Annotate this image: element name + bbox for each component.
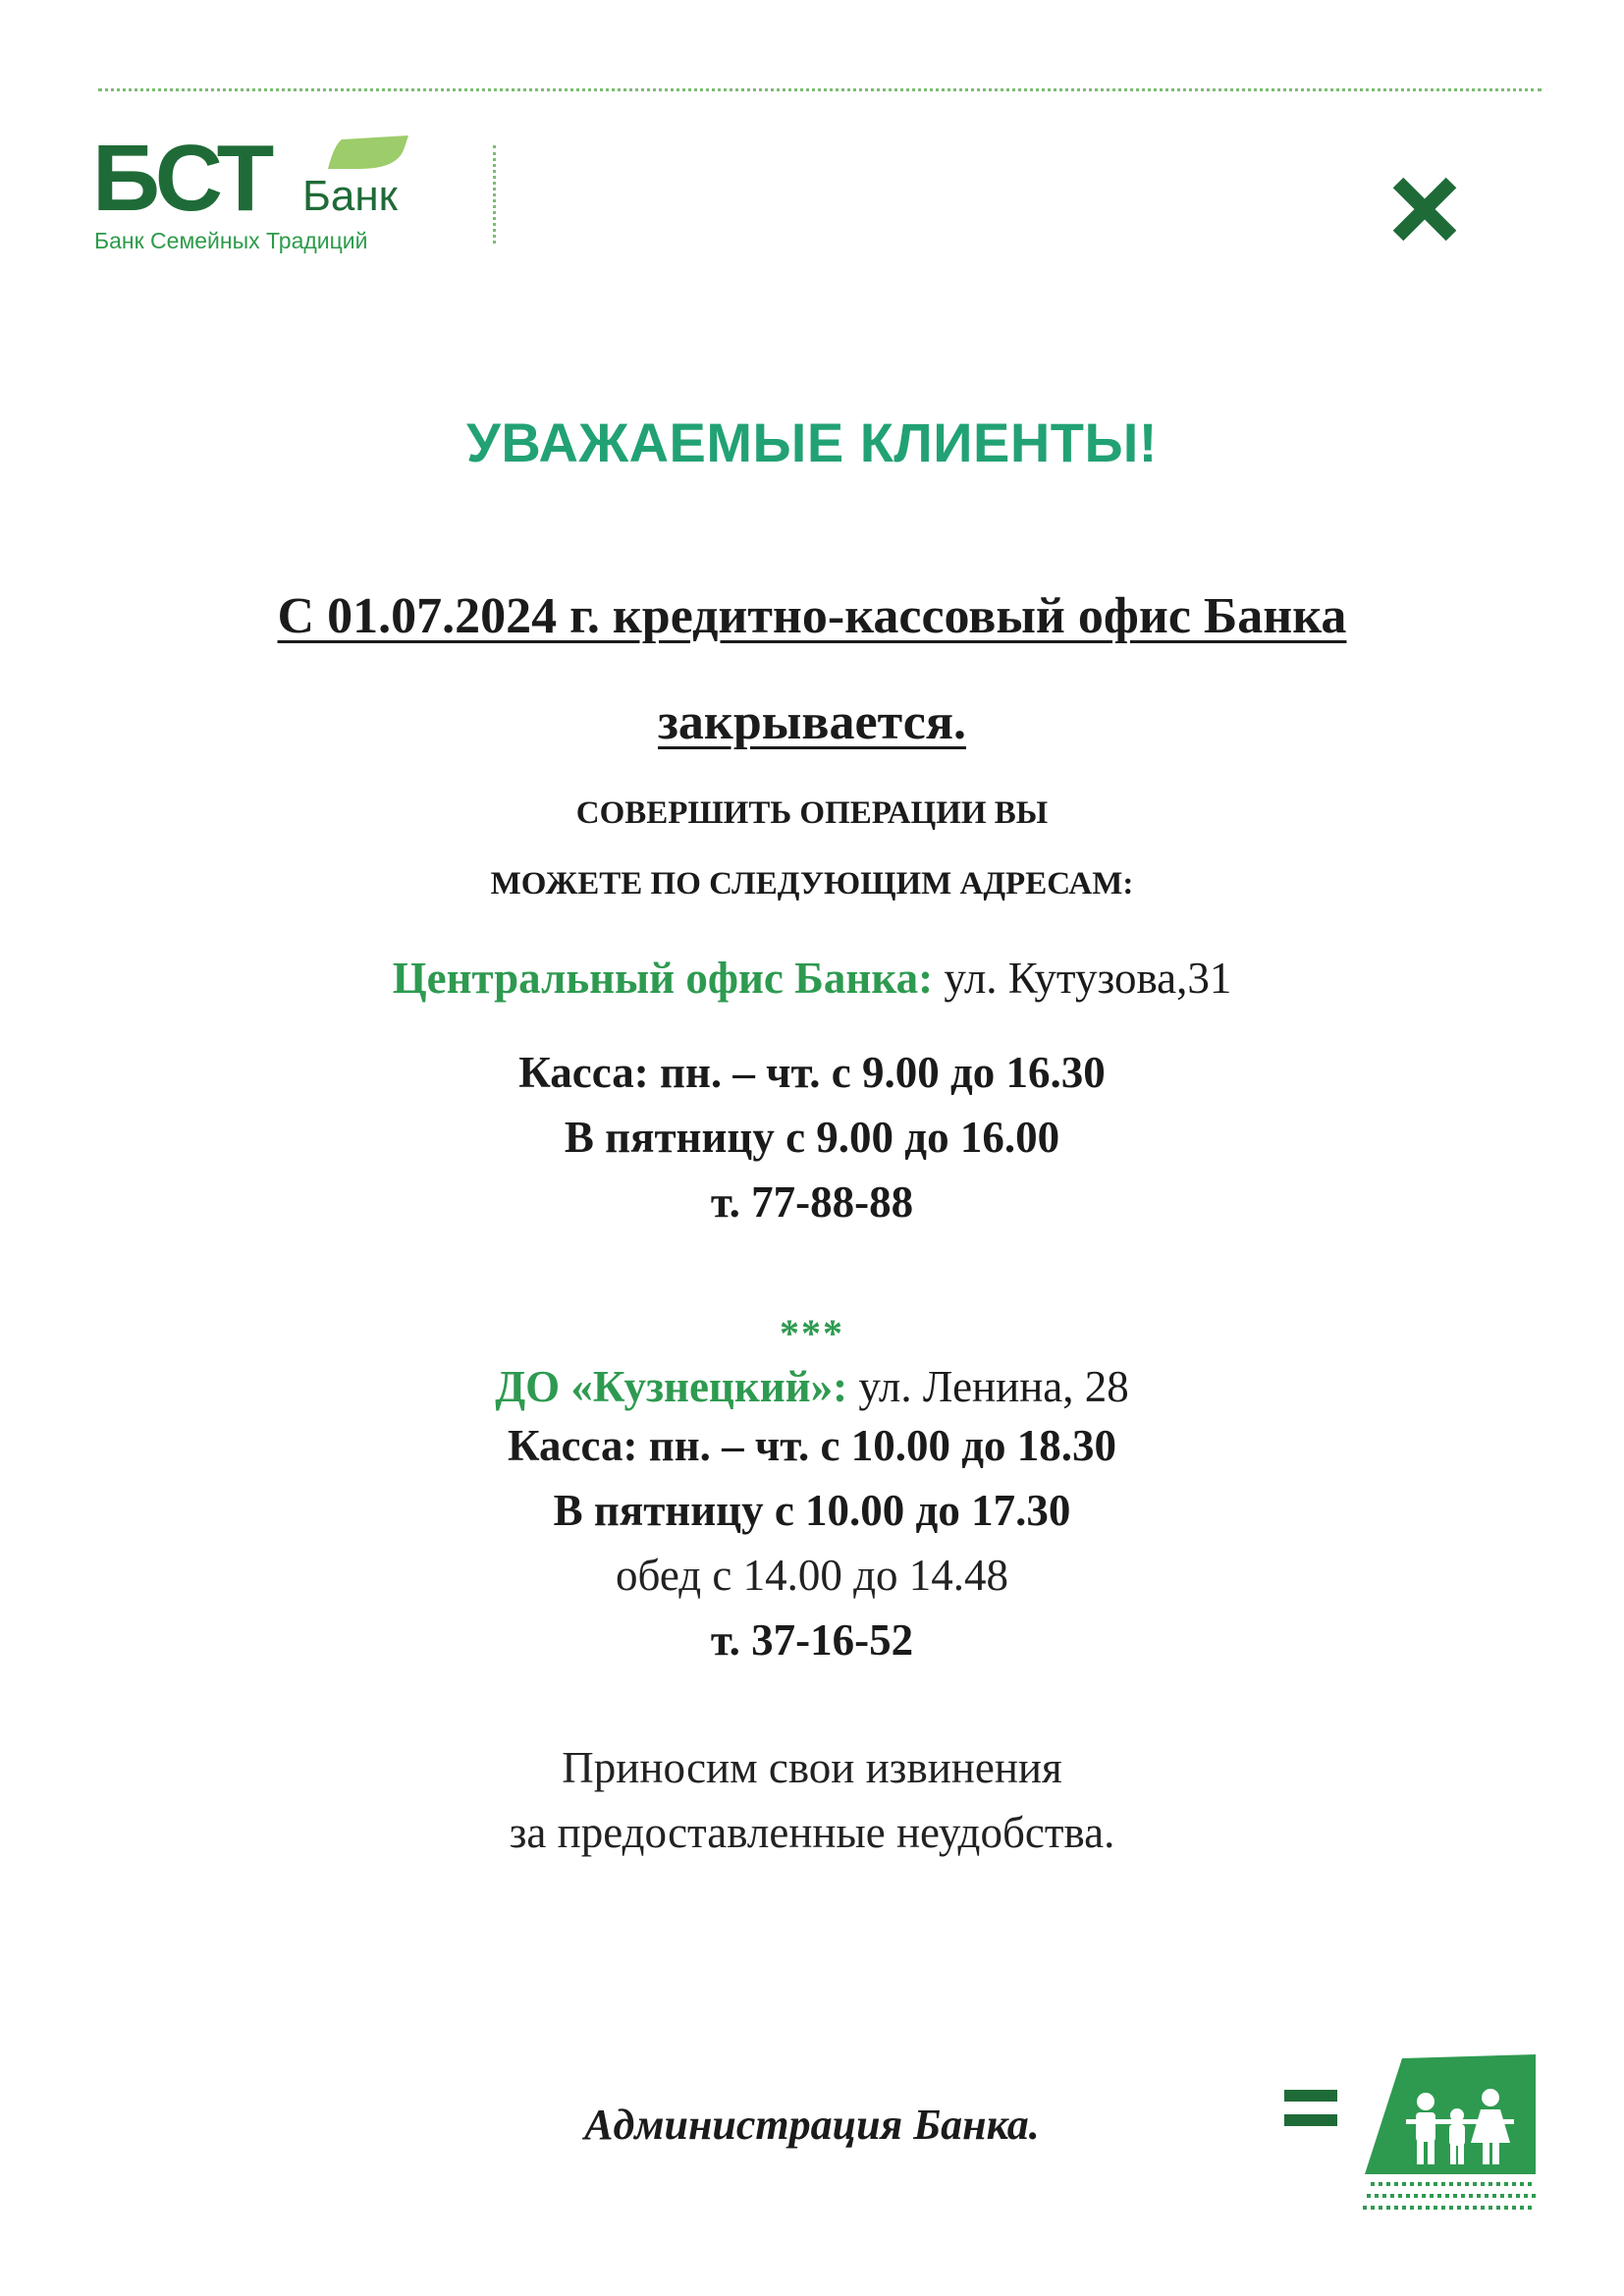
apology-line1: Приносим свои извинения (562, 1743, 1062, 1792)
closure-notice-line1-text: С 01.07.2024 г. кредитно-кассовый офис Банка (277, 588, 1347, 644)
bank-logo (92, 130, 426, 262)
office1-phone: т. 77-88-88 (710, 1177, 914, 1227)
logo-mark (92, 130, 426, 228)
logo-bank-word: Банк (302, 172, 398, 220)
closure-notice-line2-text: закрывается. (658, 694, 966, 750)
apology-line2: за предоставленные неудобства. (509, 1808, 1115, 1857)
separator-stars: *** (780, 1311, 844, 1355)
equals-icon (1284, 2090, 1337, 2127)
leaf-icon (328, 136, 408, 169)
office2-hours-weekdays: Касса: пн. – чт. с 10.00 до 18.30 (508, 1421, 1116, 1470)
office1-address-line (0, 953, 1624, 1004)
office2-lunch: обед с 14.00 до 14.48 (616, 1551, 1008, 1600)
office1-hours-weekdays: Касса: пн. – чт. с 9.00 до 16.30 (518, 1048, 1106, 1097)
close-icon (1388, 173, 1461, 246)
office2-phone: т. 37-16-52 (710, 1615, 914, 1665)
logo-letters: БСТ (92, 130, 271, 228)
family-logo-icon (1357, 2052, 1540, 2210)
office1-hours-friday: В пятницу с 9.00 до 16.00 (564, 1113, 1060, 1162)
office1-address: ул. Кутузова,31 (933, 954, 1232, 1003)
closure-notice-line1 (0, 587, 1624, 645)
info-line2: МОЖЕТЕ ПО СЛЕДУЮЩИМ АДРЕСАМ: (490, 866, 1134, 902)
signature: Администрация Банка. (584, 2101, 1040, 2149)
headline: УВАЖАЕМЫЕ КЛИЕНТЫ! (466, 411, 1158, 473)
info-line1: СОВЕРШИТЬ ОПЕРАЦИИ ВЫ (575, 795, 1049, 831)
office2-address: ул. Ленина, 28 (847, 1362, 1129, 1411)
office2-address-line (0, 1361, 1624, 1412)
office2-name: ДО «Кузнецкий»: (495, 1362, 848, 1411)
logo-tagline: Банк Семейных Традиций (94, 228, 368, 253)
top-dotted-rule (98, 88, 1542, 91)
header-dotted-divider (493, 145, 496, 244)
closure-notice-line2 (0, 693, 1624, 751)
office1-name: Центральный офис Банка: (392, 954, 934, 1003)
office2-hours-friday: В пятницу с 10.00 до 17.30 (553, 1486, 1071, 1535)
